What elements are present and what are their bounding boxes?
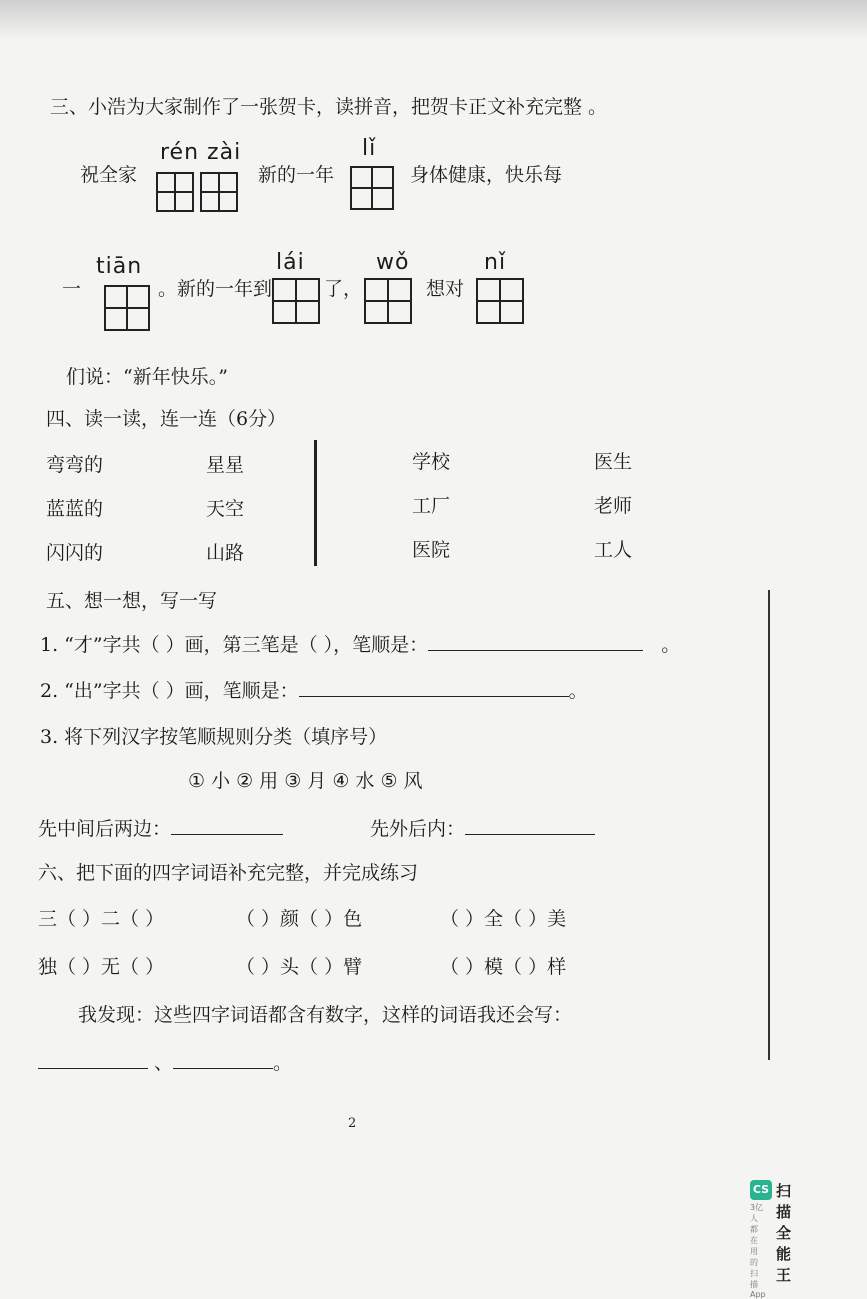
match-right-1[interactable]: 学校 [412, 451, 451, 473]
question-1 [40, 630, 680, 657]
discover-answer-row [38, 1048, 292, 1075]
brand-name: 扫描全能王 [776, 1182, 792, 1284]
tian-grid-lai[interactable] [272, 278, 320, 328]
cs-logo-icon: CS [750, 1180, 772, 1200]
match-right-3[interactable]: 医院 [412, 539, 451, 561]
idiom-6[interactable]: （ ）模（ ）样 [440, 956, 567, 978]
question-2-end: 。 [568, 680, 588, 702]
pinyin-wo: wǒ [376, 250, 410, 275]
card-text-4: 一 [62, 278, 82, 300]
question-3: 3. 将下列汉字按笔顺规则分类（填序号） [40, 726, 388, 748]
rule-2-label: 先外后内： [370, 818, 466, 840]
rule-1-row [38, 814, 283, 841]
match-left-2[interactable]: 蓝蓝的 [46, 498, 104, 520]
tian-grid[interactable] [156, 172, 194, 212]
pinyin-ren-zai: rén zài [160, 140, 242, 165]
tian-grid-wo[interactable] [364, 278, 412, 328]
card-text-2: 新的一年 [258, 164, 335, 186]
question-1-end: 。 [661, 634, 681, 656]
pinyin-lai: lái [276, 250, 305, 275]
scan-shadow [0, 0, 867, 40]
match-far-1[interactable]: 医生 [594, 451, 633, 473]
card-text-5: 。新的一年到 [158, 278, 273, 300]
idiom-1[interactable]: 三（ ）二（ ） [38, 908, 165, 930]
tian-grid[interactable] [476, 278, 524, 324]
idiom-5[interactable]: （ ）头（ ）臂 [236, 956, 363, 978]
card-text-7: 想对 [426, 278, 465, 300]
end-mark: 。 [273, 1052, 293, 1074]
answer-blank[interactable] [428, 649, 643, 651]
section6-heading: 六、把下面的四字词语补充完整，并完成练习 [38, 862, 419, 884]
tian-grid-pair[interactable] [156, 172, 238, 216]
answer-blank[interactable] [173, 1067, 273, 1069]
tian-grid[interactable] [350, 166, 394, 210]
page-number: 2 [348, 1116, 357, 1131]
tian-grid-li[interactable] [350, 166, 394, 214]
idiom-2[interactable]: （ ）颜（ ）色 [236, 908, 363, 930]
question-1-text: 1. “才”字共（ ）画，第三笔是（ ），笔顺是： [40, 634, 429, 656]
match-right-2[interactable]: 工厂 [412, 495, 451, 517]
card-text-3: 身体健康，快乐每 [410, 164, 563, 186]
tian-grid[interactable] [104, 285, 150, 331]
match-left-1[interactable]: 弯弯的 [46, 454, 104, 476]
card-text-8: 们说：“新年快乐。” [66, 366, 228, 388]
divider-line [314, 440, 317, 566]
question-2-text: 2. “出”字共（ ）画，笔顺是： [40, 680, 299, 702]
tian-grid-tian[interactable] [104, 285, 150, 335]
pinyin-ni: nǐ [484, 250, 507, 275]
rule-1-label: 先中间后两边： [38, 818, 172, 840]
match-far-3[interactable]: 工人 [594, 539, 633, 561]
pinyin-li: lǐ [362, 136, 377, 161]
answer-blank[interactable] [465, 833, 595, 835]
section3-heading: 三、小浩为大家制作了一张贺卡，读拼音，把贺卡正文补充完整 。 [50, 96, 608, 118]
section4-heading: 四、读一读，连一连（6分） [46, 408, 287, 430]
tian-grid-ni[interactable] [476, 278, 524, 328]
card-text-1: 祝全家 [80, 164, 138, 186]
question-2 [40, 676, 588, 703]
tian-grid[interactable] [364, 278, 412, 324]
pinyin-tian: tiān [96, 254, 143, 279]
answer-blank[interactable] [299, 695, 569, 697]
answer-blank[interactable] [171, 833, 283, 835]
idiom-3[interactable]: （ ）全（ ）美 [440, 908, 567, 930]
char-list: ① 小 ② 用 ③ 月 ④ 水 ⑤ 风 [188, 770, 423, 792]
comma: 、 [154, 1052, 174, 1074]
idiom-4[interactable]: 独（ ）无（ ） [38, 956, 165, 978]
answer-blank[interactable] [38, 1067, 148, 1069]
match-left-3[interactable]: 闪闪的 [46, 542, 104, 564]
match-mid-1[interactable]: 星星 [206, 454, 245, 476]
scan-edge-line [768, 590, 770, 1060]
section5-heading: 五、想一想，写一写 [46, 590, 218, 612]
card-text-6: 了， [324, 278, 363, 300]
match-mid-3[interactable]: 山路 [206, 542, 245, 564]
discover-text: 我发现：这些四字词语都含有数字，这样的词语我还会写： [78, 1004, 573, 1026]
match-mid-2[interactable]: 天空 [206, 498, 245, 520]
brand-subtitle: 3亿人都在用的扫描App [750, 1203, 766, 1299]
match-far-2[interactable]: 老师 [594, 495, 633, 517]
tian-grid[interactable] [272, 278, 320, 324]
tian-grid[interactable] [200, 172, 238, 212]
rule-2-row [370, 814, 595, 841]
